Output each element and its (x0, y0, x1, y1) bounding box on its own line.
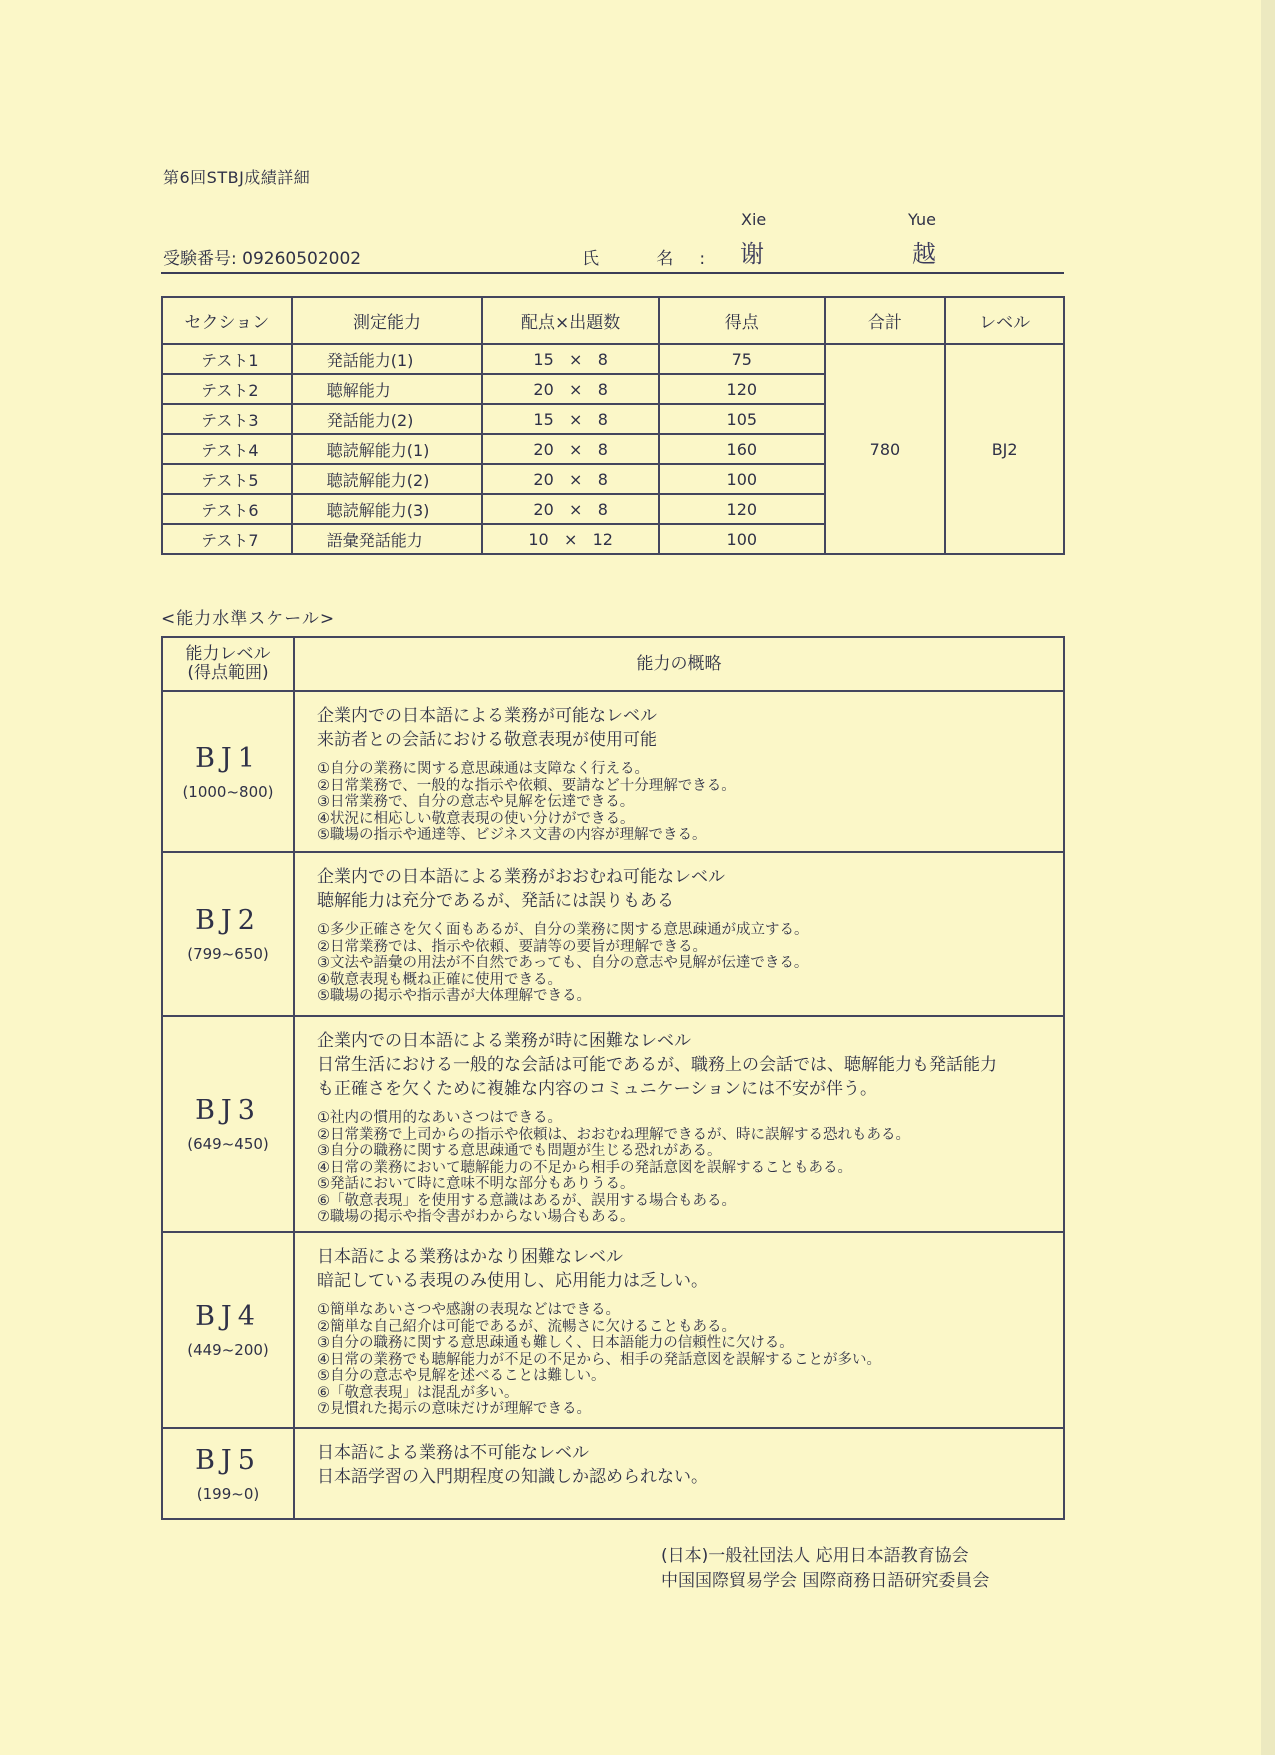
section-cell: テスト2 (162, 374, 292, 404)
summary-line: 日本語による業務は不可能なレベル (317, 1443, 589, 1463)
points-cell (482, 374, 659, 404)
times-sign: × (569, 409, 583, 429)
summary-line: 企業内での日本語による業務が可能なレベル (317, 706, 657, 726)
level-scale-table (161, 636, 1065, 1520)
level-summary (317, 865, 1063, 913)
level-cell (162, 1232, 294, 1428)
header-level-range (162, 637, 294, 691)
times-sign: × (569, 469, 583, 489)
exam-number-value: 09260502002 (242, 249, 362, 269)
level-cell (162, 691, 294, 852)
points-value: 20 (533, 439, 554, 459)
header-section: セクション (162, 297, 292, 344)
summary-line: 企業内での日本語による業務がおおむね可能なレベル (317, 867, 725, 887)
section-cell: テスト6 (162, 494, 292, 524)
points-cell (482, 404, 659, 434)
summary-line: も正確さを欠くために複雑な内容のコミュニケーションには不安が伴う。 (317, 1079, 877, 1099)
level-items (317, 1302, 1063, 1418)
summary-line: 暗記している表現のみ使用し、応用能力は乏しい。 (317, 1271, 708, 1291)
name-given: 越 (912, 240, 936, 268)
summary-line: 日常生活における一般的な会話は可能であるが、職務上の会話では、聴解能力も発話能力 (317, 1055, 997, 1075)
count-value: 8 (597, 499, 608, 519)
times-sign: × (569, 379, 583, 399)
times-sign: × (569, 439, 583, 459)
points-value: 10 (528, 529, 549, 549)
exam-number (163, 244, 361, 269)
level-range: (449~200) (187, 1341, 269, 1359)
list-item: ⑤職場の指示や通達等、ビジネス文書の内容が理解できる。 (317, 827, 707, 843)
header-range-label: (得点範囲) (187, 663, 269, 683)
level-range: (199~0) (196, 1484, 260, 1503)
level-row (162, 691, 1064, 852)
scale-table-body (162, 691, 1064, 1519)
header-points: 配点×出題数 (482, 297, 659, 344)
level-row (162, 1428, 1064, 1519)
count-value: 12 (592, 529, 613, 549)
level-description (294, 852, 1064, 1016)
list-item: ④状況に相応しい敬意表現の使い分けができる。 (317, 810, 635, 827)
level-summary (317, 1245, 1063, 1293)
name-surname: 谢 (740, 240, 764, 268)
count-value: 8 (597, 469, 608, 489)
level-description (294, 1428, 1064, 1519)
list-item: ⑤発話において時に意味不明な部分もありうる。 (317, 1176, 635, 1192)
points-cell (482, 344, 659, 374)
table-row (162, 344, 1064, 374)
level-summary (317, 1441, 1063, 1489)
level-row (162, 852, 1064, 1016)
ability-cell: 聴読解能力(2) (292, 464, 483, 494)
summary-line: 聴解能力は充分であるが、発話には誤りもある (317, 891, 674, 911)
level-range: (799~650) (187, 945, 269, 963)
summary-line: 企業内での日本語による業務が時に困難なレベル (317, 1031, 691, 1051)
level-row (162, 1016, 1064, 1232)
level-cell (162, 1428, 294, 1519)
section-cell: テスト1 (162, 344, 292, 374)
ability-cell: 聴解能力 (292, 374, 483, 404)
level-items (317, 761, 1063, 844)
score-cell: 75 (659, 344, 825, 374)
points-value: 15 (533, 409, 554, 429)
name-label: 氏 名: (582, 249, 732, 269)
points-value: 15 (533, 349, 554, 369)
count-value: 8 (597, 439, 608, 459)
header-total: 合計 (825, 297, 946, 344)
list-item: ③日常業務で、自分の意志や見解を伝達できる。 (317, 794, 635, 810)
score-table (161, 296, 1065, 555)
list-item: ③自分の職務に関する意思疎通も難しく、日本語能力の信頼性に欠ける。 (317, 1335, 794, 1351)
score-cell: 100 (659, 464, 825, 494)
level-description (294, 1016, 1064, 1232)
points-cell (482, 434, 659, 464)
level-cell (162, 852, 294, 1016)
name-romaji-given: Yue (908, 210, 936, 229)
name-romaji-surname: Xie (741, 210, 767, 229)
scale-caption: <能力水準スケール> (161, 609, 336, 629)
level-summary (317, 1029, 1063, 1101)
header-score: 得点 (659, 297, 825, 344)
times-sign: × (569, 349, 583, 369)
count-value: 8 (597, 349, 608, 369)
list-item: ①社内の慣用的なあいさつはできる。 (317, 1110, 562, 1126)
list-item: ⑦見慣れた掲示の意味だけが理解できる。 (317, 1401, 591, 1417)
times-sign: × (569, 499, 583, 519)
times-sign: × (563, 529, 578, 549)
score-cell: 120 (659, 494, 825, 524)
section-cell: テスト5 (162, 464, 292, 494)
points-cell (482, 524, 659, 554)
list-item: ②日常業務で上司からの指示や依頼は、おおむね理解できるが、時に誤解する恐れもある。 (317, 1126, 910, 1143)
points-value: 20 (533, 469, 554, 489)
summary-line: 日本語による業務はかなり困難なレベル (317, 1247, 623, 1267)
level-description (294, 1232, 1064, 1428)
score-cell: 160 (659, 434, 825, 464)
list-item: ⑤職場の掲示や指示書が大体理解できる。 (317, 988, 591, 1004)
level-items (317, 922, 1063, 1005)
level-name: BJ2 (195, 905, 261, 936)
list-item: ⑥「敬意表現」を使用する意識はあるが、誤用する場合もある。 (317, 1192, 736, 1209)
ability-cell: 聴読解能力(1) (292, 434, 483, 464)
page-edge (1261, 0, 1275, 1755)
score-cell: 120 (659, 374, 825, 404)
list-item: ④敬意表現も概ね正確に使用できる。 (317, 971, 562, 988)
level-description (294, 691, 1064, 852)
list-item: ②日常業務では、指示や依頼、要請等の要旨が理解できる。 (317, 938, 707, 955)
list-item: ④日常の業務において聴解能力の不足から相手の発話意図を誤解することもある。 (317, 1159, 852, 1176)
count-value: 8 (597, 379, 608, 399)
list-item: ①簡単なあいさつや感謝の表現などはできる。 (317, 1302, 620, 1318)
issuing-org-line1: (日本)一般社団法人 応用日本語教育協会 (661, 1546, 969, 1566)
level-cell (162, 1016, 294, 1232)
count-value: 8 (597, 409, 608, 429)
total-score-cell: 780 (825, 344, 946, 554)
header-rule (161, 272, 1064, 274)
header-level-label: 能力レベル (185, 644, 271, 664)
level-row (162, 1232, 1064, 1428)
level-name: BJ5 (195, 1444, 261, 1476)
list-item: ③文法や語彙の用法が不自然であっても、自分の意志や見解が伝達できる。 (317, 955, 809, 971)
summary-line: 来訪者との会話における敬意表現が使用可能 (317, 730, 657, 750)
header-level: レベル (945, 297, 1064, 344)
ability-cell: 語彙発話能力 (292, 524, 483, 554)
document-title: 第6回STBJ成績詳細 (163, 168, 311, 187)
list-item: ③自分の職務に関する意思疎通でも問題が生じる恐れがある。 (317, 1143, 722, 1159)
list-item: ④日常の業務でも聴解能力が不足の不足から、相手の発話意図を誤解することが多い。 (317, 1351, 881, 1368)
points-cell (482, 494, 659, 524)
list-item: ⑦職場の掲示や指令書がわからない場合もある。 (317, 1209, 635, 1225)
level-items (317, 1110, 1063, 1226)
points-value: 20 (533, 499, 554, 519)
list-item: ②簡単な自己紹介は可能であるが、流暢さに欠けることもある。 (317, 1318, 736, 1335)
section-cell: テスト7 (162, 524, 292, 554)
ability-cell: 発話能力(2) (292, 404, 483, 434)
level-range: (1000~800) (182, 782, 274, 801)
list-item: ①自分の業務に関する意思疎通は支障なく行える。 (317, 761, 649, 777)
exam-number-label: 受験番号: (163, 249, 237, 269)
header-description: 能力の概略 (294, 637, 1064, 691)
score-cell: 100 (659, 524, 825, 554)
summary-line: 日本語学習の入門期程度の知識しか認められない。 (317, 1467, 708, 1487)
score-table-header (162, 297, 1064, 344)
list-item: ②日常業務で、一般的な指示や依頼、要請など十分理解できる。 (317, 777, 736, 794)
scale-table-header (162, 637, 1064, 691)
list-item: ⑥「敬意表現」は混乱が多い。 (317, 1384, 519, 1401)
level-name: BJ1 (195, 742, 261, 774)
points-value: 20 (533, 379, 554, 399)
ability-cell: 発話能力(1) (292, 344, 483, 374)
header-ability: 測定能力 (292, 297, 483, 344)
ability-cell: 聴読解能力(3) (292, 494, 483, 524)
score-cell: 105 (659, 404, 825, 434)
list-item: ⑤自分の意志や見解を述べることは難しい。 (317, 1368, 606, 1384)
points-cell (482, 464, 659, 494)
section-cell: テスト3 (162, 404, 292, 434)
level-name: BJ3 (195, 1095, 261, 1126)
issuing-org-line2: 中国国際貿易学会 国際商務日語研究委員会 (661, 1571, 990, 1591)
list-item: ①多少正確さを欠く面もあるが、自分の業務に関する意思疎通が成立する。 (317, 922, 809, 938)
level-summary (317, 704, 1063, 752)
level-range: (649~450) (187, 1135, 269, 1153)
section-cell: テスト4 (162, 434, 292, 464)
level-name: BJ4 (195, 1301, 261, 1332)
level-cell: BJ2 (945, 344, 1064, 554)
